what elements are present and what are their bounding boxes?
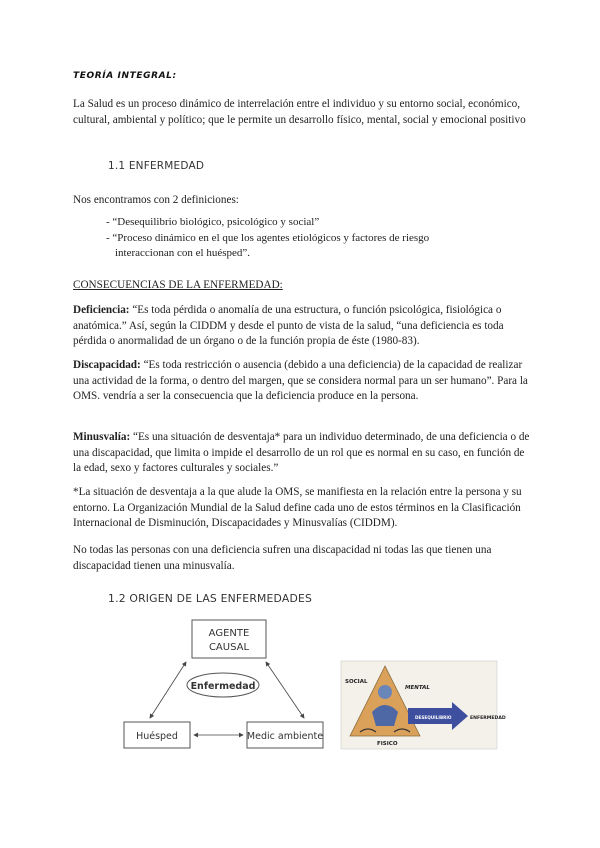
arrow-agent-environment (266, 662, 304, 718)
label-mental: MENTAL (405, 685, 430, 691)
agent-label-line2: CAUSAL (208, 642, 250, 653)
intro-paragraph: La Salud es un proceso dinámico de interrelación entre el individuo y su entorno social, económico, cultural, ambiental y político; que le permite un desarrollo físico, mental, social y emocional positivo (73, 98, 526, 126)
disease-label: Enfermedad (190, 681, 256, 692)
agent-label-line1: AGENTE (208, 628, 250, 639)
deficiencia-term: Deficiencia: (73, 304, 130, 316)
minusvalia-term: Minusvalía: (73, 431, 131, 443)
minusvalia-text: “Es una situación de desventaja* para un individuo determinado, de una deficiencia o de una discapacidad, que limita o impide el desarrollo de un rol que es normal en su caso, en función de la edad, sexo y factores culturales y sociales.” (73, 431, 530, 474)
figure-person-icon (378, 685, 392, 699)
environment-label: Medic ambiente (246, 731, 324, 742)
discapacidad-text: “Es toda restricción o ausencia (debido a una deficiencia) de la capacidad de realizar una actividad de la forma, o dentro del margen, que se considera normal para un ser humano”. Para la OMS. vendría a ser la consecuencia que la deficiencia produce en la persona. (73, 359, 528, 402)
label-social: SOCIAL (345, 679, 368, 685)
label-enfermedad: ENFERMEDAD (470, 716, 506, 721)
section-heading-origen: 1.2 ORIGEN DE LAS ENFERMEDADES (108, 592, 313, 605)
label-fisico: FISICO (377, 741, 398, 747)
arrow-agent-host (150, 662, 186, 718)
consequences-heading: CONSECUENCIAS DE LA ENFERMEDAD: (73, 279, 283, 291)
deficiencia-text: “Es toda pérdida o anomalía de una estructura, o función psicológica, fisiológica o anatómica.” Así, según la CIDDM y desde el punto de vista de la salud, “una deficiencia es toda pérdida o anormalidad de un órgano o de la función propia de éste (1980-83). (73, 304, 504, 347)
section-heading-enfermedad: 1.1 ENFERMEDAD (108, 160, 205, 172)
host-label: Huésped (136, 731, 178, 742)
definition-item: - “Desequilibrio biológico, psicológico y social” (106, 216, 320, 228)
note-paragraph: *La situación de desventaja a la que alude la OMS, se manifiesta en la relación entre la persona y su entorno. La Organización Mundial de la Salud define cada uno de estos términos en la Clasificación Internacional de Disminución, Discapacidades y Minusvalías (CIDDM). (73, 486, 522, 529)
discapacidad-term: Discapacidad: (73, 359, 141, 371)
definition-item: - “Proceso dinámico en el que los agentes etiológicos y factores de riesgo (106, 231, 430, 244)
definitions-lead: Nos encontramos con 2 definiciones: (73, 194, 239, 206)
document-title: TEORÍA INTEGRAL: (73, 71, 177, 81)
label-desequilibrio: DESEQUILIBRIO (415, 715, 452, 720)
closing-paragraph: No todas las personas con una deficiencia sufren una discapacidad ni todas las que tienen una discapacidad tienen una minusvalía. (73, 544, 492, 572)
definition-item-continuation: interaccionan con el huésped”. (115, 247, 250, 259)
